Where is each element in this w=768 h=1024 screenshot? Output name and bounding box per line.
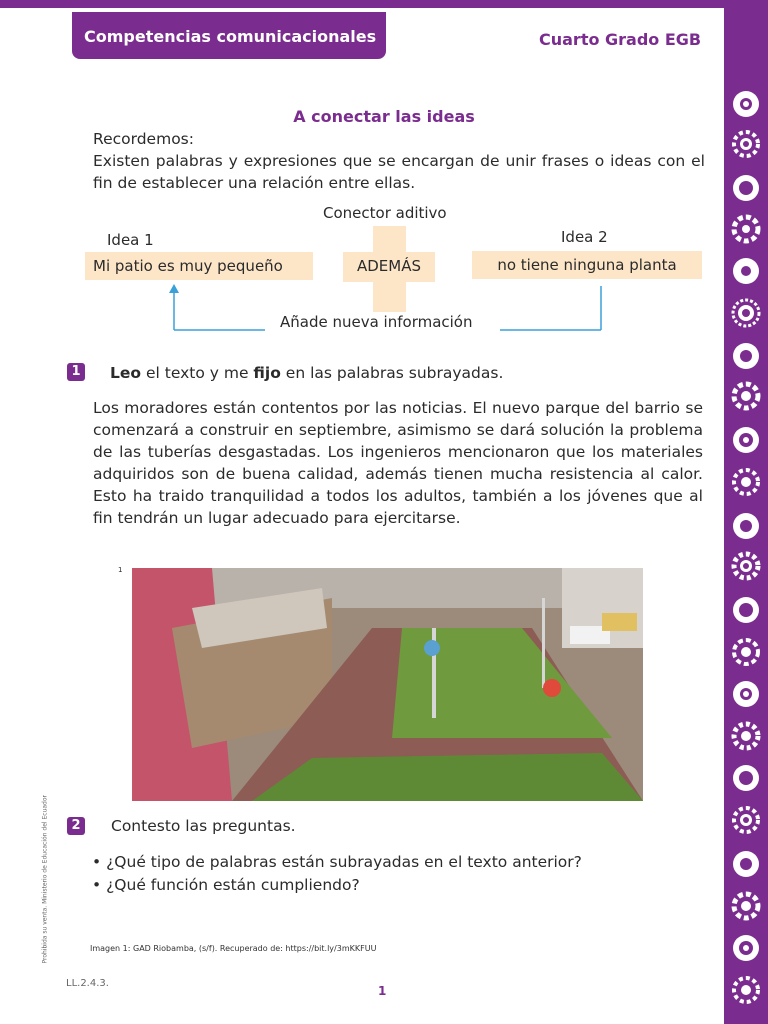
activity-number: 1 bbox=[67, 363, 85, 381]
side-note: Prohibida su venta. Ministerio de Educación del Ecuador bbox=[41, 795, 49, 964]
instruction-text: el texto y me bbox=[141, 364, 254, 382]
gear-icon bbox=[730, 762, 762, 794]
idea2-box: no tiene ninguna planta bbox=[472, 251, 702, 279]
idea2-label: Idea 2 bbox=[561, 228, 608, 246]
gear-icon bbox=[730, 172, 762, 204]
gear-icon bbox=[730, 380, 762, 412]
question-text: ¿Qué función están cumpliendo? bbox=[106, 876, 360, 894]
gear-icon bbox=[730, 255, 762, 287]
gear-icon bbox=[730, 890, 762, 922]
grade-label: Cuarto Grado EGB bbox=[539, 30, 702, 49]
gear-icon bbox=[730, 128, 762, 160]
activity1-instruction bbox=[110, 362, 503, 384]
gear-icon bbox=[730, 340, 762, 372]
gear-icon bbox=[730, 678, 762, 710]
page-title: A conectar las ideas bbox=[293, 107, 475, 126]
instruction-verb: Leo bbox=[110, 364, 142, 382]
connector-label: Conector aditivo bbox=[323, 204, 447, 222]
connector-word: ADEMÁS bbox=[356, 257, 421, 275]
page-number: 1 bbox=[378, 984, 387, 998]
gear-icon bbox=[730, 804, 762, 836]
diagram-caption: Añade nueva información bbox=[280, 313, 473, 331]
gear-icon bbox=[730, 424, 762, 456]
gear-icon bbox=[730, 932, 762, 964]
question-text: ¿Qué tipo de palabras están subrayadas en el texto anterior? bbox=[106, 853, 582, 871]
gear-icon bbox=[730, 510, 762, 542]
intro-text: Existen palabras y expresiones que se encargan de unir frases o ideas con el fin de establecer una relación entre ellas. bbox=[93, 152, 705, 192]
intro-recall: Recordemos: bbox=[93, 130, 194, 148]
question-item: • ¿Qué tipo de palabras están subrayadas en el texto anterior? bbox=[92, 853, 582, 871]
question-item: • ¿Qué función están cumpliendo? bbox=[92, 876, 360, 894]
gear-icon bbox=[730, 594, 762, 626]
gear-icon bbox=[730, 848, 762, 880]
gear-icon bbox=[730, 636, 762, 668]
gear-icon bbox=[730, 213, 762, 245]
header-strip bbox=[0, 0, 724, 8]
skill-code: LL.2.4.3. bbox=[66, 978, 109, 989]
gear-icon bbox=[730, 297, 762, 329]
instruction-verb: fijo bbox=[253, 364, 281, 382]
gear-icon bbox=[730, 550, 762, 582]
idea1-box: Mi patio es muy pequeño bbox=[85, 252, 313, 280]
reading-text: Los moradores están contentos por las noticias. El nuevo parque del barrio se comenzará a construir en septiembre, asimismo se dará solución la problema de las tuberías desgastadas. Los ingenieros mencionaron que los materiales adquiridos son de buena calidad, además tienen mucha resistencia al calor. Esto ha traido tranquilidad a todos los adultos, también a los jóvenes que al fin tendrán un lugar adecuado para ejercitarse. bbox=[93, 399, 703, 527]
park-photo bbox=[132, 568, 643, 801]
activity2-instruction: Contesto las preguntas. bbox=[111, 817, 296, 835]
image-credit: Imagen 1: GAD Riobamba, (s/f). Recuperado de: https://bit.ly/3mKKFUU bbox=[90, 944, 377, 953]
decorative-sidebar bbox=[724, 0, 768, 1024]
gear-icon bbox=[730, 466, 762, 498]
idea1-label: Idea 1 bbox=[107, 231, 154, 249]
instruction-text: en las palabras subrayadas. bbox=[280, 364, 504, 382]
activity-number: 2 bbox=[67, 817, 85, 835]
gear-icon bbox=[730, 720, 762, 752]
image-number: 1 bbox=[118, 566, 123, 574]
section-title: Competencias comunicacionales bbox=[72, 12, 386, 59]
gear-icon bbox=[730, 974, 762, 1006]
